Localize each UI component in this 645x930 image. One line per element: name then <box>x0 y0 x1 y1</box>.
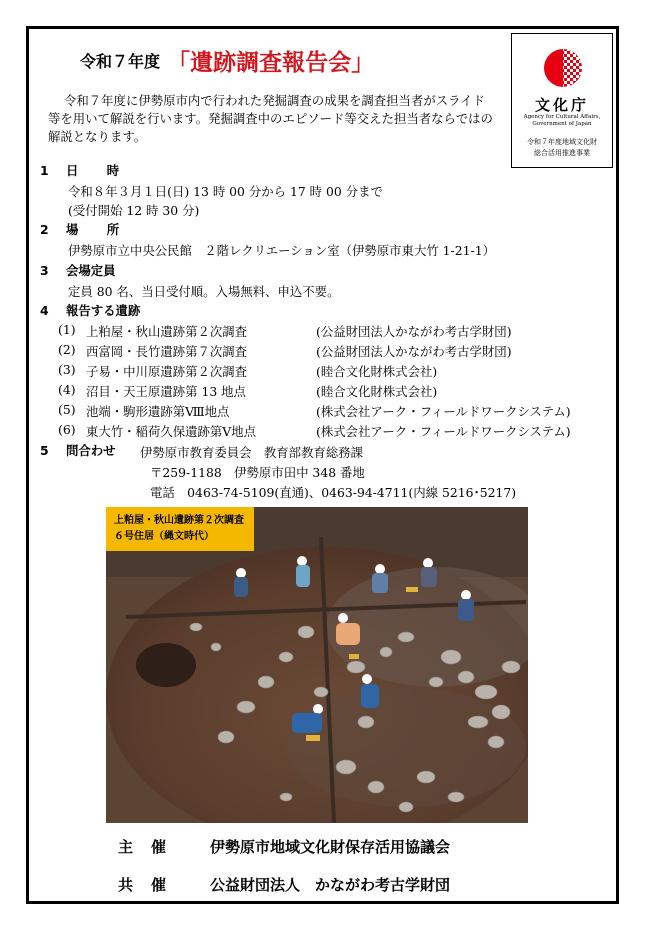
cohost-row <box>118 874 450 895</box>
site-name: 上粕屋・秋山遺跡第２次調査 <box>86 324 248 339</box>
section-contact-heading <box>40 442 116 459</box>
site-name: 池端・駒形遺跡第Ⅷ地点 <box>86 404 230 419</box>
contact-dept: 伊勢原市教育委員会 教育部教育総務課 <box>140 445 364 460</box>
section-heading-text: 日 時 <box>66 163 128 178</box>
section-heading-text: 会場定員 <box>66 263 116 278</box>
site-org: (株式会社アーク・フィールドワークシステム) <box>316 404 571 419</box>
section-number: 5 <box>40 443 49 458</box>
agency-english <box>512 114 612 128</box>
cohost-label: 共催 <box>118 876 185 894</box>
title-main: 「遺跡調査報告会」 <box>167 50 375 76</box>
section-datetime-heading <box>40 162 127 179</box>
datetime-line: 令和８年３月１日(日) 13 時 00 分から 17 時 00 分まで <box>68 184 383 199</box>
section-sites-heading <box>40 302 140 319</box>
section-number: 4 <box>40 303 49 318</box>
section-number: 2 <box>40 222 49 237</box>
site-name: 沼目・天王原遺跡第 13 地点 <box>86 384 246 399</box>
site-org: (公益財団法人かながわ考古学財団) <box>316 344 512 359</box>
host-name: 伊勢原市地域文化財保存活用協議会 <box>210 838 451 856</box>
agency-logo-box <box>511 33 613 168</box>
site-number: (3) <box>58 362 76 377</box>
section-place-heading <box>40 221 127 238</box>
photo-caption-line1: 上粕屋・秋山遺跡第２次調査 <box>114 515 244 526</box>
site-org: (株式会社アーク・フィールドワークシステム) <box>316 424 571 439</box>
section-heading-text: 問合わせ <box>66 443 116 458</box>
excavation-photo <box>106 507 528 823</box>
host-row <box>118 836 450 857</box>
section-heading-text: 場 所 <box>66 222 128 237</box>
program-name <box>512 137 612 159</box>
site-name: 東大竹・稲荷久保遺跡第Ⅴ地点 <box>86 424 257 439</box>
host-label: 主催 <box>118 838 185 856</box>
reception-line: (受付開始 12 時 30 分) <box>68 203 200 218</box>
contact-phone: 電話 0463-74-5109(直通)、0463-94-4711(内線 5216･5217) <box>150 485 517 500</box>
capacity-line: 定員 80 名、当日受付順。入場無料、申込不要。 <box>68 284 340 299</box>
agency-logo-icon <box>543 48 583 88</box>
site-org: (公益財団法人かながわ考古学財団) <box>316 324 512 339</box>
site-name: 子易・中川原遺跡第２次調査 <box>86 364 248 379</box>
site-number: (2) <box>58 342 76 357</box>
site-number: (6) <box>58 422 76 437</box>
program-name-line2: 総合活用推進事業 <box>534 149 590 157</box>
title-year: 令和７年度 <box>80 52 161 71</box>
site-number: (5) <box>58 402 76 417</box>
section-capacity-heading <box>40 262 116 279</box>
cohost-name: 公益財団法人 かながわ考古学財団 <box>210 876 451 894</box>
page-title <box>80 44 374 77</box>
site-name: 西富岡・長竹遺跡第７次調査 <box>86 344 248 359</box>
agency-english-line1: Agency for Cultural Affairs, <box>523 114 601 120</box>
site-org: (睦合文化財株式会社) <box>316 364 438 379</box>
place-line: 伊勢原市立中央公民館 ２階レクリエーション室（伊勢原市東大竹 1-21-1） <box>68 243 495 258</box>
intro-text: 令和７年度に伊勢原市内で行われた発掘調査の成果を調査担当者がスライド等を用いて解説を行います。発掘調査中のエピソード等交えた担当者ならではの解説となります。 <box>48 93 493 144</box>
site-org: (睦合文化財株式会社) <box>316 384 438 399</box>
site-number: (4) <box>58 382 76 397</box>
photo-caption <box>106 507 254 551</box>
section-heading-text: 報告する遺跡 <box>66 303 141 318</box>
section-number: 3 <box>40 263 49 278</box>
contact-address: 〒259-1188 伊勢原市田中 348 番地 <box>150 465 365 480</box>
photo-caption-line2: ６号住居（縄文時代） <box>114 531 214 542</box>
section-number: 1 <box>40 163 49 178</box>
excavation-photo-image <box>106 507 528 823</box>
agency-name: 文化庁 <box>534 96 589 114</box>
agency-english-line2: Government of Japan <box>532 121 592 127</box>
site-number: (1) <box>58 322 76 337</box>
program-name-line1: 令和７年度地域文化財 <box>527 138 597 146</box>
